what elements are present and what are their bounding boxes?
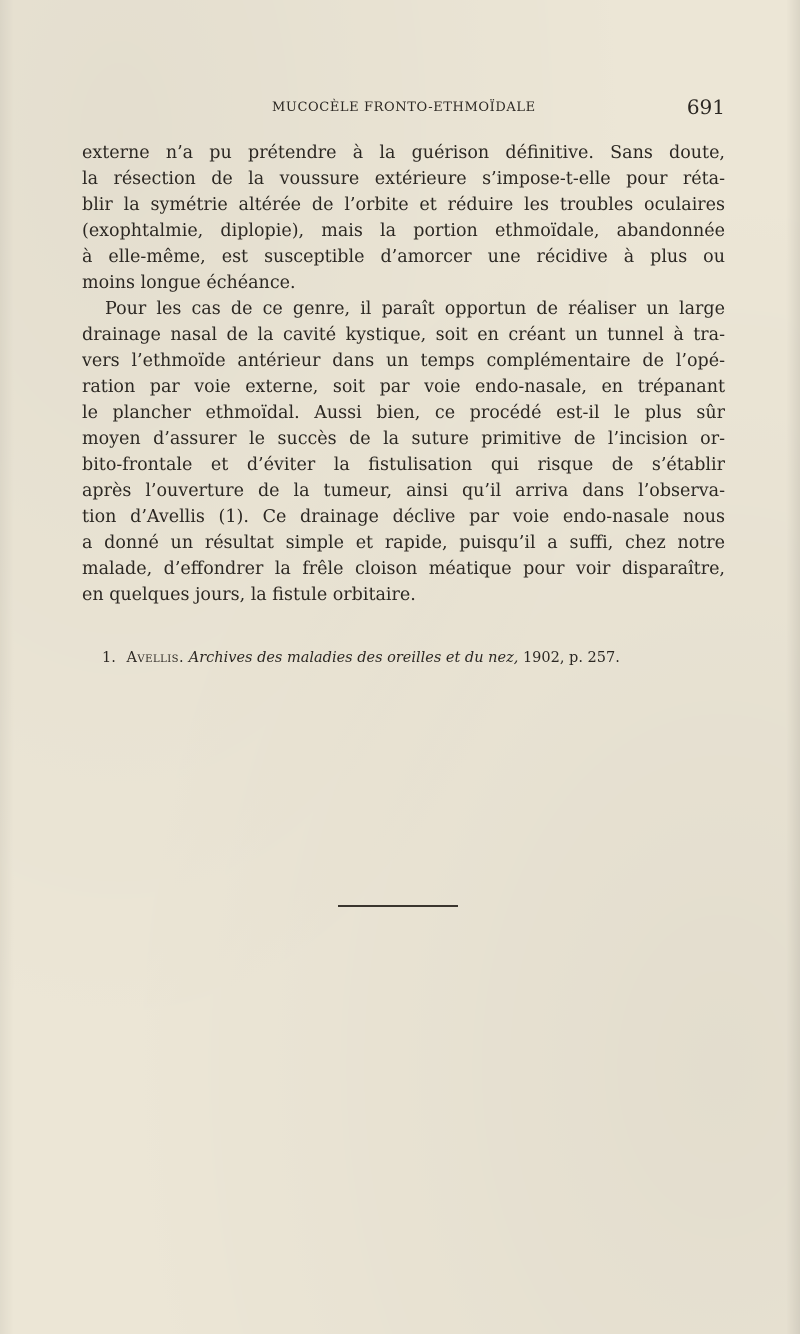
page-number: 691	[686, 95, 725, 119]
footnote	[102, 648, 722, 668]
text-line: le plancher ethmoïdal. Aussi bien, ce procédé est-il le plus sûr	[82, 403, 725, 423]
footnote-author: Avellis.	[126, 650, 185, 666]
running-head	[82, 97, 725, 117]
text-line: après l’ouverture de la tumeur, ainsi qu’il arriva dans l’observa-	[82, 481, 725, 501]
paragraph-1	[82, 140, 725, 296]
footnote-citation: 1902, p. 257.	[522, 650, 620, 666]
text-line: moyen d’assurer le succès de la suture primitive de l’incision or-	[82, 429, 725, 449]
running-title: MUCOCÈLE FRONTO-ETHMOÏDALE	[272, 100, 536, 115]
text-line: à elle-même, est susceptible d’amorcer une récidive à plus ou	[82, 247, 725, 267]
text-line: a donné un résultat simple et rapide, puisqu’il a suffi, chez notre	[82, 533, 725, 553]
text-line: blir la symétrie altérée de l’orbite et réduire les troubles oculaires	[82, 195, 725, 215]
text-line: (exophtalmie, diplopie), mais la portion ethmoïdale, abandonnée	[82, 221, 725, 241]
text-line: bito-frontale et d’éviter la fistulisation qui risque de s’établir	[82, 455, 725, 475]
text-line: externe n’a pu prétendre à la guérison définitive. Sans doute,	[82, 143, 725, 163]
footnote-title: Archives des maladies des oreilles et du nez,	[188, 650, 519, 666]
text-line: vers l’ethmoïde antérieur dans un temps complémentaire de l’opé-	[82, 351, 725, 371]
body-text	[82, 140, 725, 608]
text-line: drainage nasal de la cavité kystique, soit en créant un tunnel à tra-	[82, 325, 725, 345]
footnote-number: 1.	[102, 650, 116, 666]
text-line: la résection de la voussure extérieure s’impose-t-elle pour réta-	[82, 169, 725, 189]
text-line: Pour les cas de ce genre, il paraît opportun de réaliser un large	[105, 299, 725, 319]
text-line: moins longue échéance.	[82, 273, 296, 293]
text-line: malade, d’effondrer la frêle cloison méatique pour voir disparaître,	[82, 559, 725, 579]
text-line: en quelques jours, la fistule orbitaire.	[82, 585, 416, 605]
end-rule	[338, 905, 458, 907]
paragraph-2	[82, 296, 725, 608]
text-line: ration par voie externe, soit par voie endo-nasale, en trépanant	[82, 377, 725, 397]
text-line: tion d’Avellis (1). Ce drainage déclive par voie endo-nasale nous	[82, 507, 725, 527]
